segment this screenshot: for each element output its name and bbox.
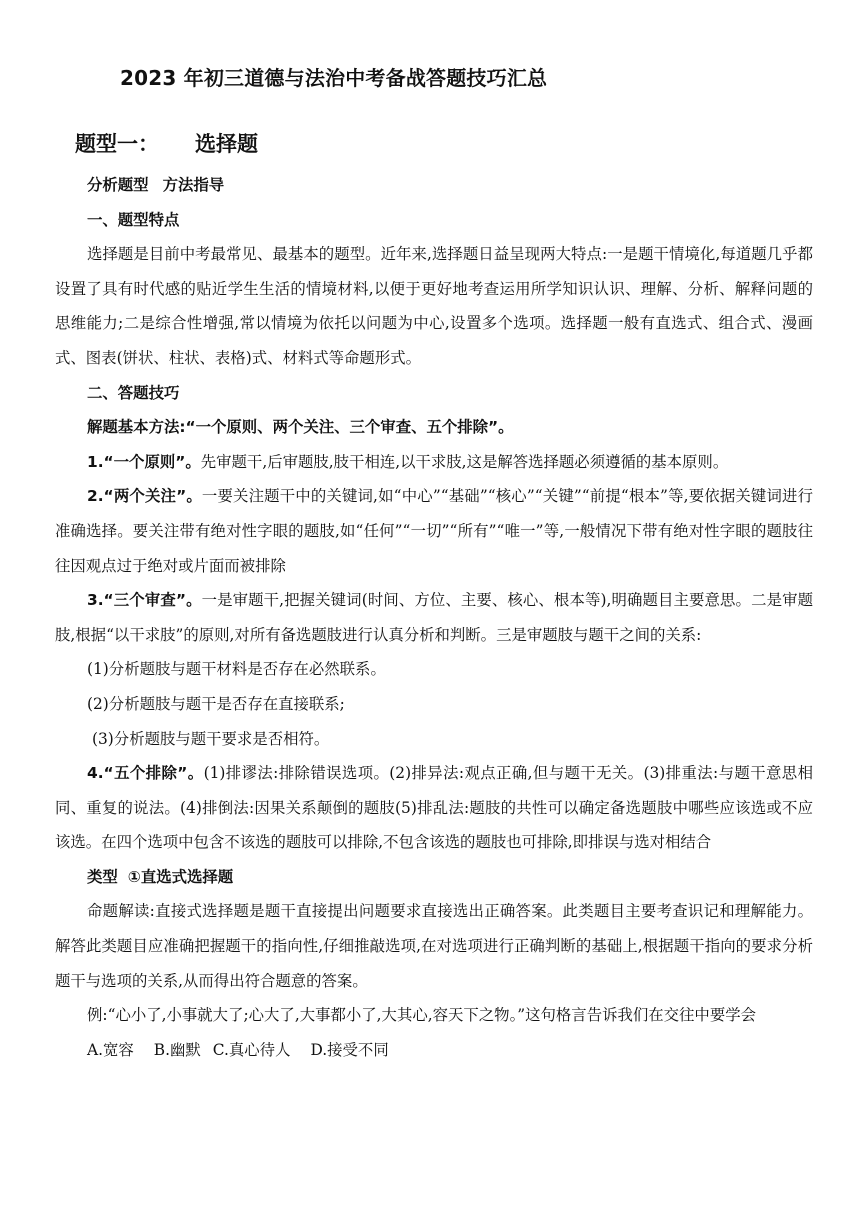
- type-heading: [55, 860, 813, 895]
- tip-4-text: (1)排谬法:排除错误选项。(2)排异法:观点正确,但与题干无关。(3)排重法:与题干意思相同、重复的说法。(4)排倒法:因果关系颠倒的题肢(5)排乱法:题肢的共性可以确定备选题肢中哪些应该选或不应该选。在四个选项中包含不该选的题肢可以排除,不包含该选的题肢也可排除,即排误与选对相结合: [55, 764, 813, 852]
- option-a: A.宽容: [87, 1040, 134, 1059]
- tip-2-label: 2.“两个关注”。: [87, 487, 202, 506]
- type-heading-a: 类型: [87, 867, 118, 886]
- tip-2: [55, 479, 813, 583]
- option-d: D.接受不同: [310, 1040, 389, 1059]
- tip-1-label: 1.“一个原则”。: [87, 452, 201, 471]
- tip-1: [55, 445, 813, 480]
- answer-options: [55, 1033, 813, 1068]
- tip-2-text: 一要关注题干中的关键词,如“中心”“基础”“核心”“关键”“前提“根本”等,要依据关键词进行准确选择。要关注带有绝对性字眼的题肢,如“任何”“一切”“所有”“唯一”等,一般情况下带有绝对性字眼的题肢往往因观点过于绝对或片面而被排除: [55, 487, 813, 575]
- check-item: (2)分析题肢与题干是否存在直接联系;: [87, 694, 345, 713]
- paragraph-type: 命题解读:直接式选择题是题干直接提出问题要求直接选出正确答案。此类题目主要考查识记和理解能力。解答此类题目应准确把握题干的指向性,仔细推敲选项,在对选项进行正确判断的基础上,根据题干指向的要求分析题干与选项的关系,从而得出符合题意的答案。: [55, 902, 813, 990]
- example-question: 例:“心小了,小事就大了;心大了,大事都小了,大其心,容天下之物。”这句格言告诉我们在交往中要学会: [87, 1006, 756, 1025]
- heading-features: 一、题型特点: [87, 210, 180, 229]
- section-label: 题型一：: [75, 132, 159, 156]
- paragraph-features: 选择题是目前中考最常见、最基本的题型。近年来,选择题日益呈现两大特点:一是题干情境化,每道题几乎都设置了具有时代感的贴近学生生活的情境材料,以便于更好地考查运用所学知识认识、理解、分析、解释问题的思维能力;二是综合性增强,常以情境为依托以问题为中心,设置多个选项。选择题一般有直选式、组合式、漫画式、图表(饼状、柱状、表格)式、材料式等命题形式。: [55, 245, 813, 367]
- tip-3-text: 一是审题干,把握关键词(时间、方位、主要、核心、根本等),明确题目主要意思。二是审题肢,根据“以干求肢”的原则,对所有备选题肢进行认真分析和判断。三是审题肢与题干之间的关系:: [55, 591, 813, 644]
- type-heading-b: ①直选式选择题: [127, 867, 234, 886]
- check-item: (3)分析题肢与题干要求是否相符。: [92, 729, 330, 748]
- section-heading: [75, 128, 258, 158]
- method-line: 解题基本方法:“一个原则、两个关注、三个审查、五个排除”。: [87, 418, 514, 437]
- sub-heading: [55, 168, 813, 203]
- option-c: C.真心待人: [212, 1040, 291, 1059]
- tip-4-label: 4.“五个排除”。: [87, 764, 204, 783]
- heading-tips: 二、答题技巧: [87, 383, 180, 402]
- tip-3: [55, 583, 813, 652]
- option-b: B.幽默: [153, 1040, 201, 1059]
- document-body: [55, 168, 813, 1067]
- tip-1-text: 先审题干,后审题肢,肢干相连,以干求肢,这是解答选择题必须遵循的基本原则。: [200, 452, 729, 471]
- section-name: 选择题: [195, 132, 258, 156]
- tip-4: [55, 756, 813, 860]
- document-title: 2023 年初三道德与法治中考备战答题技巧汇总: [120, 66, 548, 90]
- sub-heading-a: 分析题型: [87, 176, 149, 194]
- tip-3-label: 3.“三个审查”。: [87, 591, 202, 610]
- check-item: (1)分析题肢与题干材料是否存在必然联系。: [87, 660, 386, 679]
- sub-heading-b: 方法指导: [162, 176, 225, 194]
